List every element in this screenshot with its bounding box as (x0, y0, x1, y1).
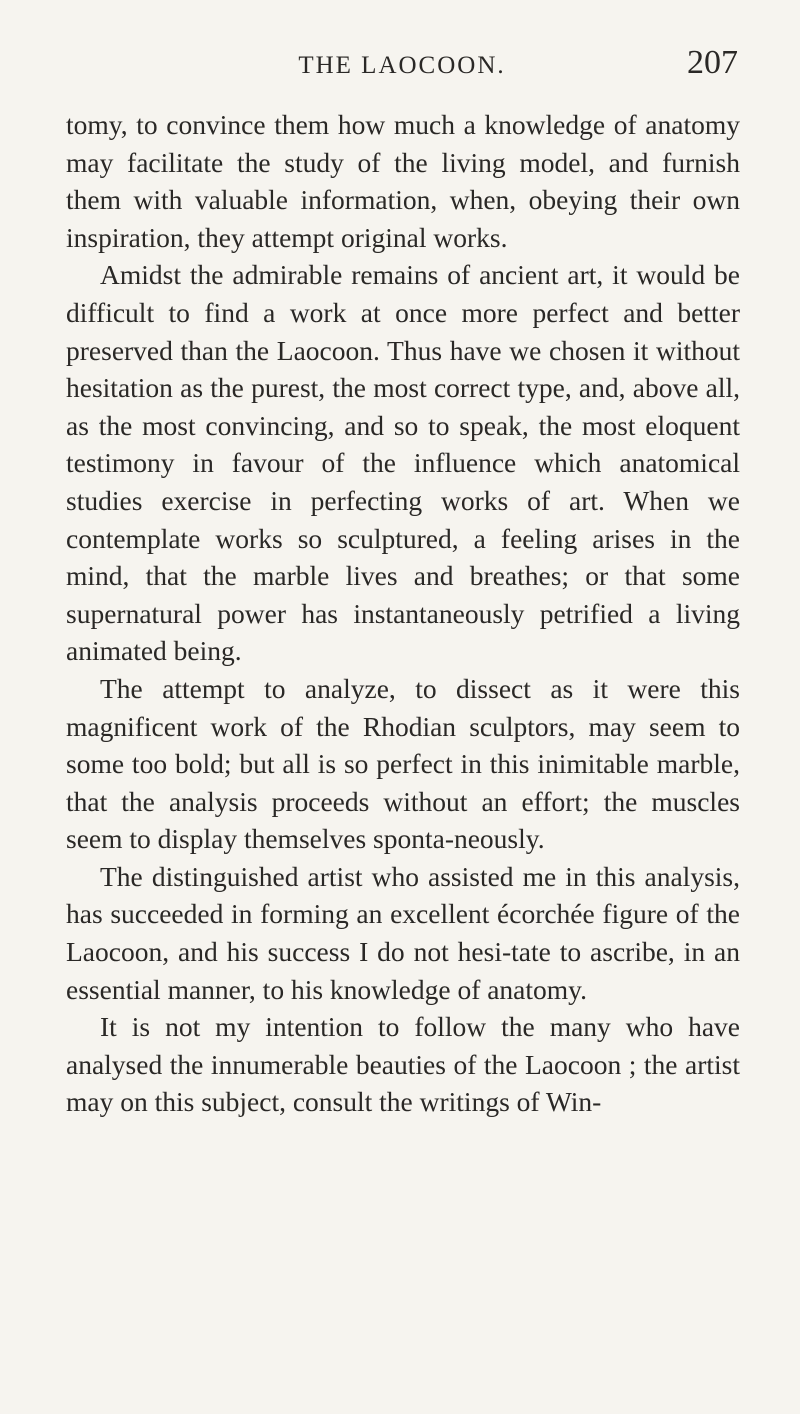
paragraph: The distinguished artist who assisted me in this analysis, has succeeded in forming an excellent écorchée figure of the Laocoon, and his success I do not hesi-tate to ascribe, in an essential manner, to his knowledge of anatomy. (66, 860, 740, 1005)
paragraph: The attempt to analyze, to dissect as it were this magnificent work of the Rhodian sculptors, may seem to some too bold; but all is so perfect in this inimitable marble, that the analysis proceeds without an effort; the muscles seem to display themselves sponta-neously. (66, 672, 740, 855)
page-header (66, 44, 738, 84)
paragraph: Amidst the admirable remains of ancient art, it would be difficult to find a work at once more perfect and better preserved than the Laocoon. Thus have we chosen it without hesitation as the purest, the most correct type, and, above all, as the most convincing, and so to speak, the most eloquent testimony in favour of the influence which anatomical studies exercise in perfecting works of art. When we contemplate works so sculptured, a feeling arises in the mind, that the marble lives and breathes; or that some supernatural power has instantaneously petrified a living animated being. (66, 259, 740, 667)
body-text (66, 106, 740, 1121)
paragraph: It is not my intention to follow the many who have analysed the innumerable beauties of the Laocoon ; the artist may on this subject, consult the writings of Win- (66, 1011, 740, 1118)
page-number: 207 (687, 44, 738, 81)
paragraph: tomy, to convince them how much a knowledge of anatomy may facilitate the study of the living model, and furnish them with valuable information, when, obeying their own inspiration, they attempt original works. (66, 109, 740, 253)
running-head: THE LAOCOON. (298, 52, 506, 79)
